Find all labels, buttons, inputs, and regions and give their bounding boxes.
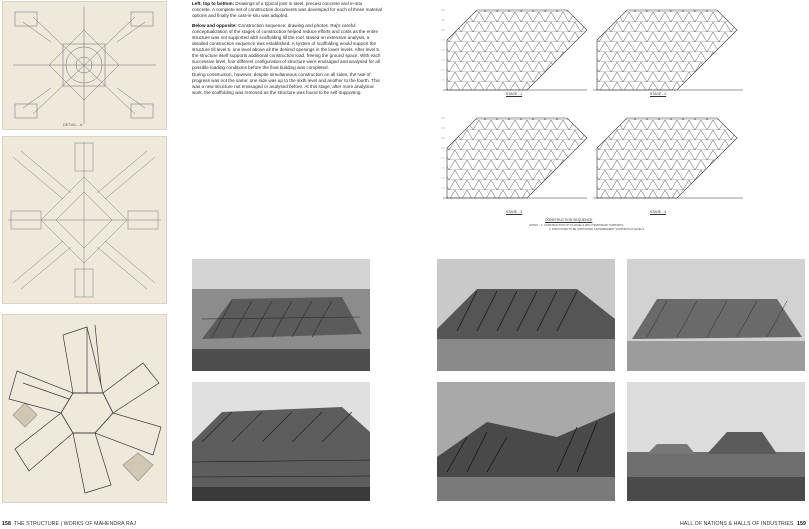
stage-1-label: STAGE - 1 xyxy=(506,92,523,96)
steel-joint-drawing xyxy=(3,2,166,129)
sequence-note-1: NOTES :- 1. CONSTRUCTION UP TO LEVEL 5 WITH TEMPORARY SUPPORTS. xyxy=(529,224,625,227)
footer-left xyxy=(2,521,136,527)
photo-truss-front xyxy=(437,259,615,371)
footer-right-text: HALL OF NATIONS & HALLS OF INDUSTRIES xyxy=(679,521,794,527)
sketch-precast-joint xyxy=(2,136,167,304)
construction-photo-6 xyxy=(627,382,805,501)
caption-1-heading: Left, top to bottom: xyxy=(192,1,235,6)
photo-hall-wide xyxy=(627,259,805,371)
stage-1-grid xyxy=(437,2,599,98)
caption-text xyxy=(192,1,382,100)
caption-1-body: Drawings of a typical joint in steel, precast concrete and in-situ concrete. A complete set of construction documents was developed for each of these material options and finally the cast-in-situ was adopted. xyxy=(192,1,382,19)
construction-photo-3 xyxy=(437,259,615,371)
construction-photo-2 xyxy=(192,382,370,501)
stage-2-label: STAGE - 2 xyxy=(650,92,667,96)
stage-2-grid xyxy=(587,2,749,98)
stage-1-diagram xyxy=(437,2,599,98)
page-number-left: 158 xyxy=(2,521,11,527)
sequence-title: CONSTRUCTION SEQUENCE xyxy=(545,218,593,222)
stage-3-diagram xyxy=(437,110,599,206)
footer-right xyxy=(680,521,806,527)
caption-2-body: Construction sequence; drawing and photos. Raj's careful conceptualization of the stages of construction helped reduce efforts and costs as the entire structure was not supported with scaffolding till the roof. Based on extensive analysis, a detailed construction sequence was established. A system of scaffolding would support the structure till level 5, one level above all the desired openings in the lower levels. After level 5, the structure itself supports additional construction load, freeing the ground space. With each successive level, four different configuration of structure were envisaged and analysed for all possible loading conditions before the final building was completed. xyxy=(192,23,381,71)
insitu-joint-drawing xyxy=(3,315,166,502)
page-number-right: 159 xyxy=(797,521,806,527)
construction-photo-1 xyxy=(192,259,370,371)
stage-3-grid xyxy=(437,110,599,206)
photo-scaffold-side xyxy=(192,382,370,501)
sketch-steel-joint xyxy=(2,1,167,130)
photo-truss-corner xyxy=(437,382,615,501)
caption-2-heading: Below and opposite: xyxy=(192,23,237,29)
stage-4-grid xyxy=(587,110,749,206)
stage-3-label: STAGE - 3 xyxy=(506,210,523,214)
detail-label: DETAIL - A xyxy=(63,122,83,127)
stage-2-diagram xyxy=(587,2,749,98)
footer-left-text: THE STRUCTURE | WORKS OF MAHENDRA RAJ xyxy=(13,521,137,527)
construction-photo-5 xyxy=(437,382,615,501)
sketch-insitu-joint xyxy=(2,314,167,503)
stage-4-label: STAGE - 4 xyxy=(650,210,667,214)
photo-scaffold-aerial xyxy=(192,259,370,371)
stage-4-diagram xyxy=(587,110,749,206)
caption-3-body: During construction, however, despite simultaneous construction on all sides, the rate of progress was not the same: one side was up to the sixth level and another to the fourth. This was a new structure not envisaged or analysed before. At this stage, after more analytical work, the scaffolding was removed as the structure was found to be self-supporting. xyxy=(192,71,380,95)
construction-photo-4 xyxy=(627,259,805,371)
photo-hall-distant xyxy=(627,382,805,501)
precast-joint-drawing xyxy=(3,137,166,303)
sequence-note-2: 2. STRUCTURE TO BE SUPPORTED ON PERMANENT SUPPORTS AT LEVEL 5. xyxy=(549,228,645,231)
